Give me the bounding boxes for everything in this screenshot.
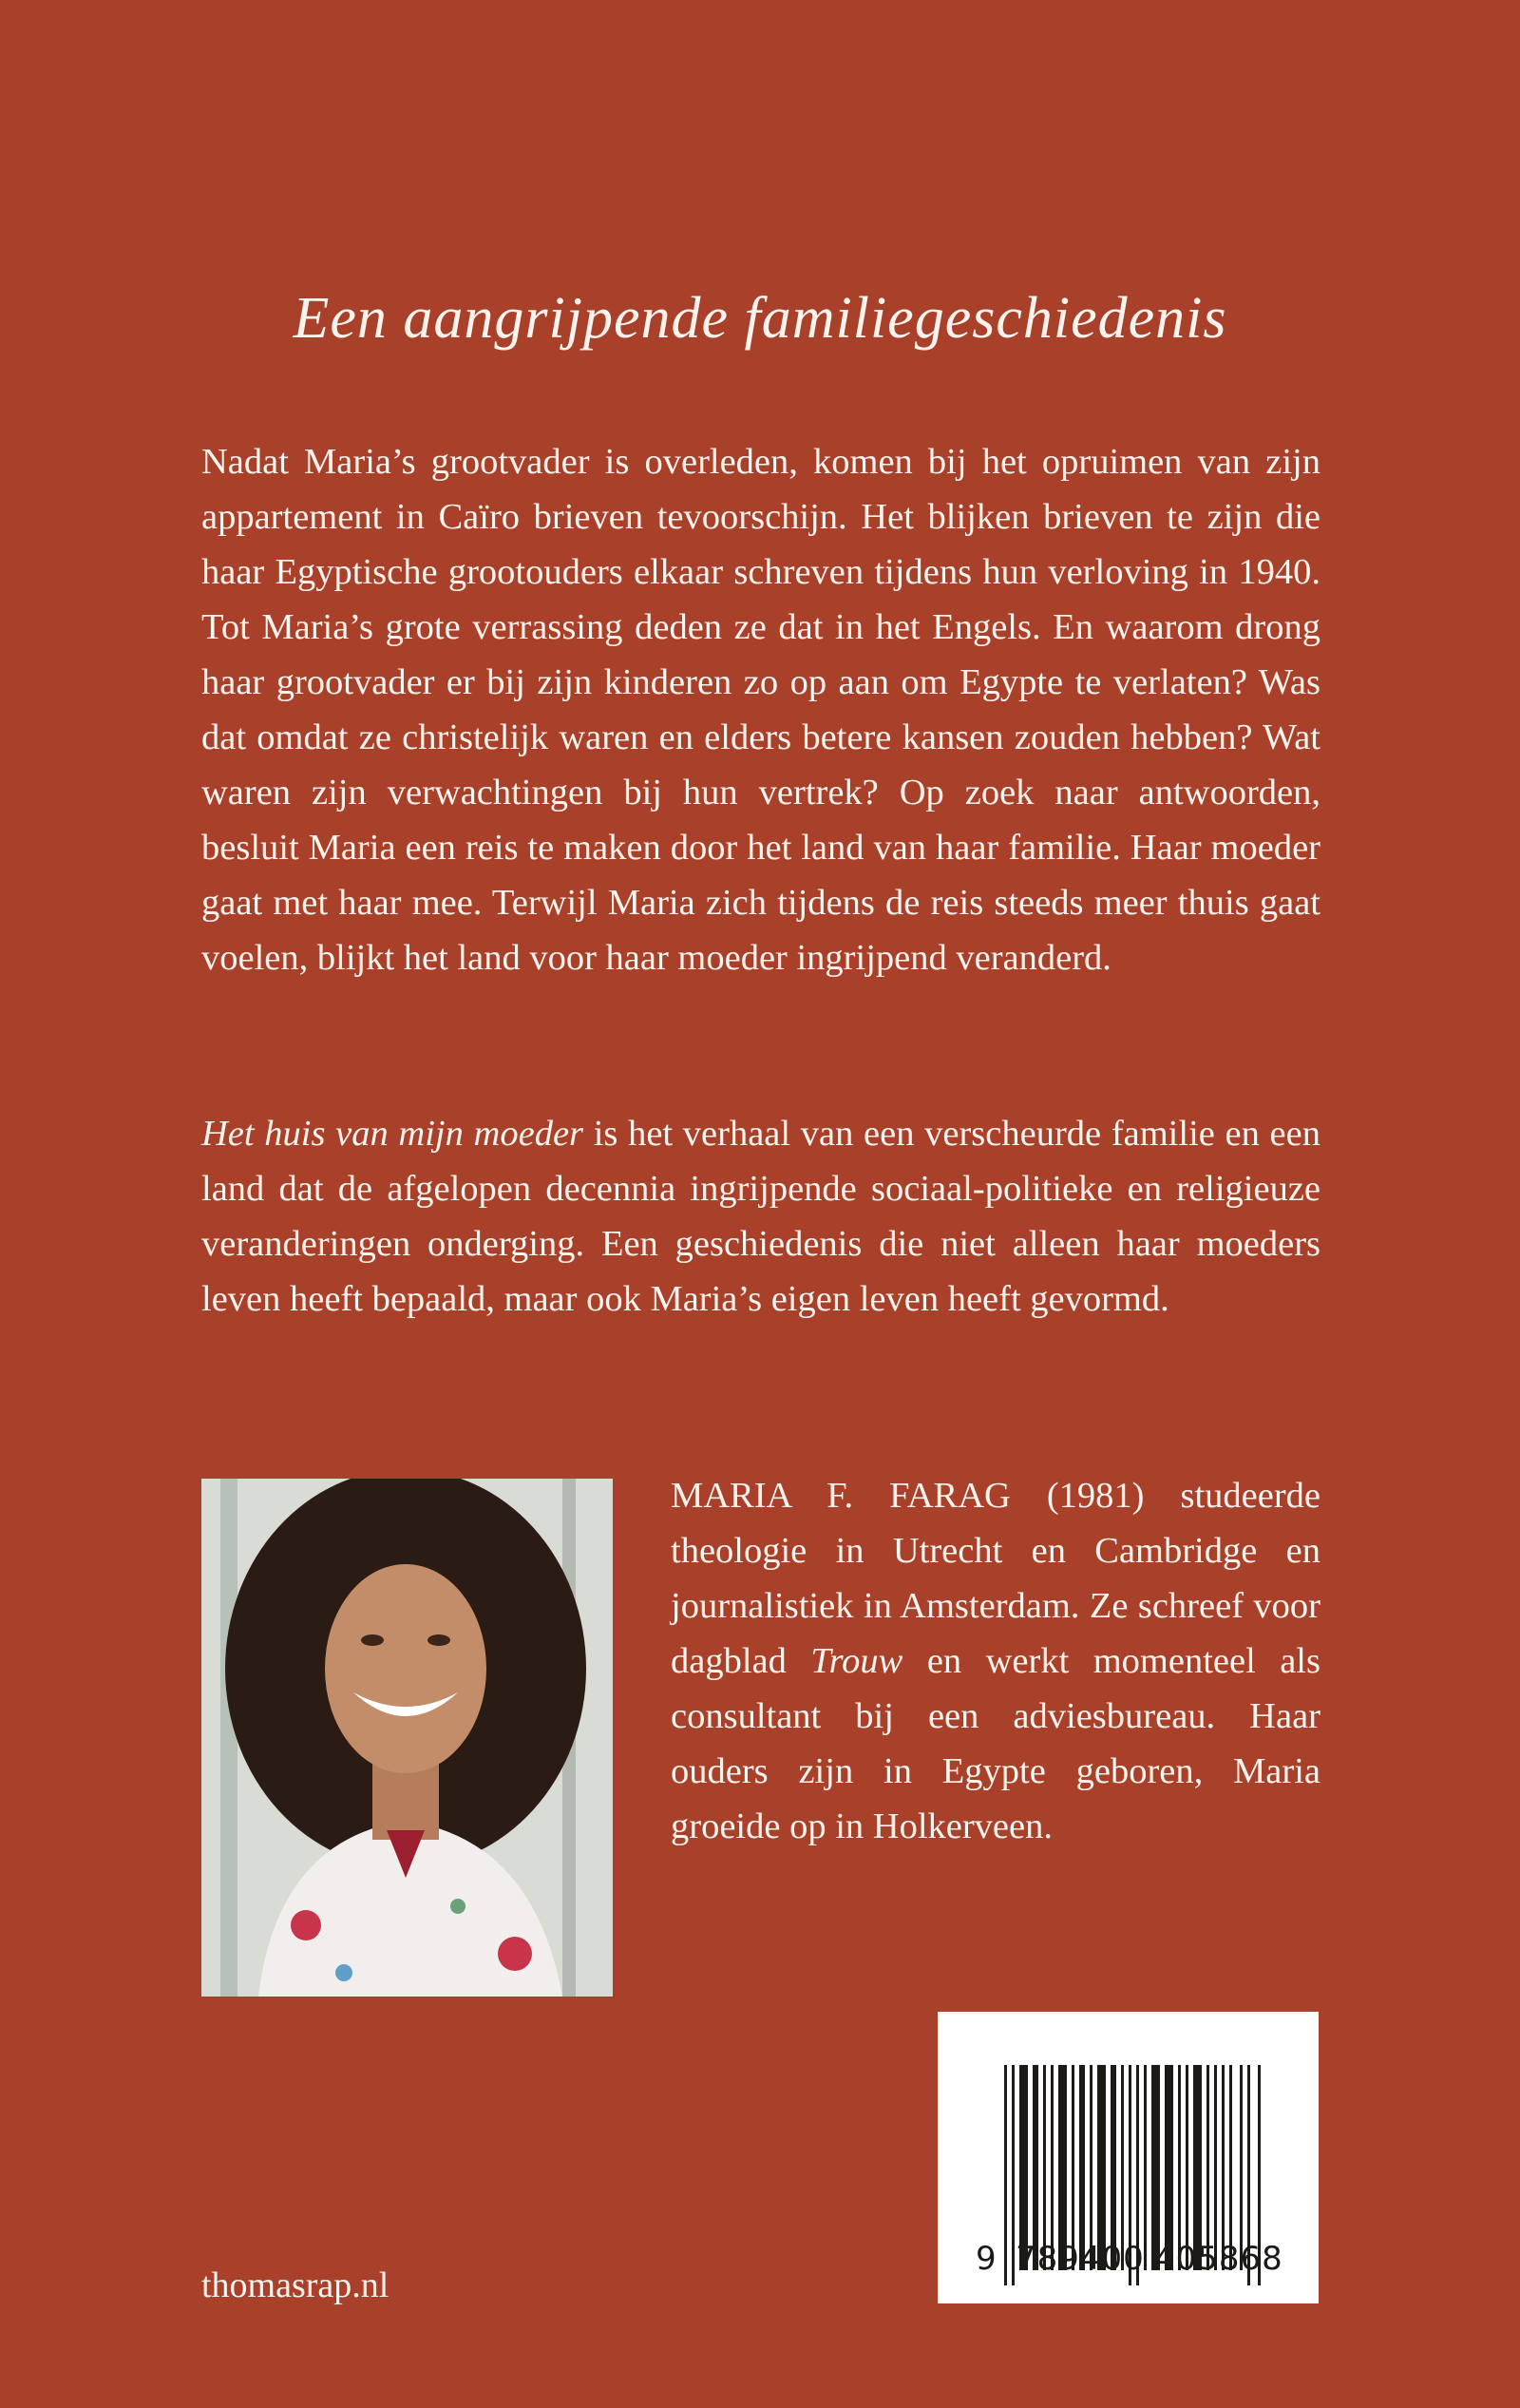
blurb-text: is het verhaal van een verscheurde familie en een land dat de afgelopen decennia ingrijpende sociaal-politieke en religieuze veranderingen onderging. Een geschiedenis die niet alleen haar moeders leven heeft bepaald, maar ook Maria’s eigen leven heeft gevormd. (201, 1114, 1320, 1319)
isbn-barcode (938, 2012, 1319, 2303)
author-photo (201, 1479, 613, 1997)
bio-text: MARIA F. FARAG (1981) studeerde theologie in Utrecht en Cambridge en journalistiek in Amsterdam. Ze schreef voor dagblad (671, 1476, 1320, 1681)
author-portrait-image (201, 1479, 613, 1997)
blurb-paragraph: Nadat Maria’s grootvader is overleden, komen bij het opruimen van zijn appartement in Caïro brieven tevoorschijn. Het blijken brieven te zijn die haar Egyptische grootouders elkaar schreven tijdens hun verloving in 1940. Tot Maria’s grote verrassing deden ze dat in het Engels. En waarom drong haar grootvader er bij zijn kinderen zo op aan om Egypte te verlaten? Was dat omdat ze christelijk waren en elders betere kansen zouden hebben? Wat waren zijn verwachtingen bij hun vertrek? Op zoek naar antwoorden, besluit Maria een reis te maken door het land van haar familie. Haar moeder gaat met haar mee. Terwijl Maria zich tijdens de reis steeds meer thuis gaat voelen, blijkt het land voor haar moeder ingrijpend veranderd. (201, 442, 1320, 978)
author-bio (671, 1468, 1320, 1854)
bio-text-2: en werkt momenteel als consultant bij een adviesbureau. Haar ouders zijn in Egypte geboren, Maria groeide op in Holkerveen. (671, 1641, 1320, 1846)
barcode-digits-left: 789400 (1016, 2240, 1145, 2278)
barcode-bar (1004, 2065, 1007, 2285)
barcode-bar (1012, 2065, 1015, 2285)
barcode-digits-right: 405868 (1154, 2240, 1283, 2278)
barcode-digit-first: 9 (976, 2240, 997, 2278)
book-title: Het huis van mijn moeder (201, 1114, 584, 1154)
newspaper-name: Trouw (810, 1641, 903, 1681)
cover-tagline: Een aangrijpende familiegeschiedenis (293, 286, 1227, 351)
publisher-website[interactable]: thomasrap.nl (201, 2265, 390, 2305)
blurb-paragraph-2 (201, 1106, 1320, 1327)
